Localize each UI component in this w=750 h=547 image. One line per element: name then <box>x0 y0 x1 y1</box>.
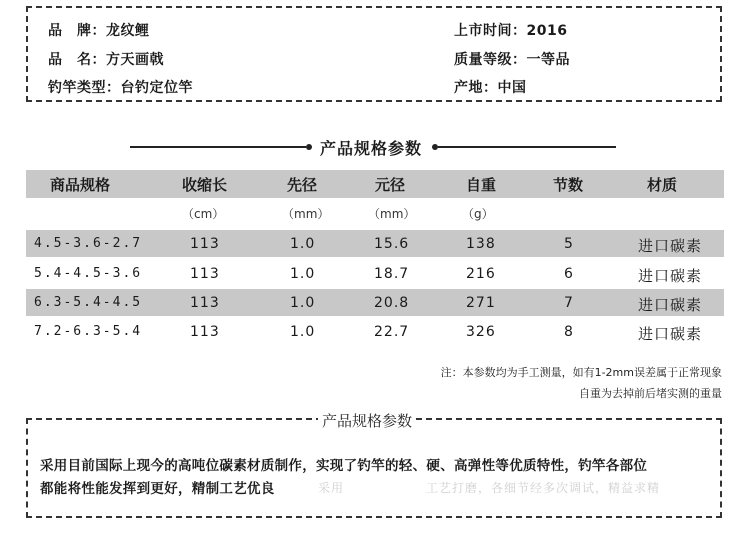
table-cell: 8 <box>564 324 574 340</box>
info-rod-type: 钓竿类型：台钓定位竿 <box>48 80 193 96</box>
info-brand: 品 牌：龙纹鲤 <box>48 23 150 39</box>
table-cell: 113 <box>190 295 220 311</box>
description-faded-text: 采用 <box>318 481 345 495</box>
table-cell: 7.2-6.3-5.4 <box>34 324 143 339</box>
unit-weight: （g） <box>462 207 494 221</box>
table-cell: 18.7 <box>374 266 410 282</box>
table-cell: 5.4-4.5-3.6 <box>34 266 143 281</box>
th-spec: 商品规格 <box>50 176 111 194</box>
table-cell: 20.8 <box>374 295 410 311</box>
table-cell: 113 <box>190 266 220 282</box>
table-cell: 进口碳素 <box>638 296 703 314</box>
table-cell: 进口碳素 <box>638 267 703 285</box>
spec-section-title <box>0 134 750 160</box>
weight-note: 自重为去掉前后堵实测的重量 <box>579 387 722 400</box>
table-cell: 1.0 <box>290 324 316 340</box>
th-length: 收缩长 <box>182 176 228 194</box>
table-cell: 138 <box>466 236 496 252</box>
table-cell: 271 <box>466 295 496 311</box>
table-cell: 1.0 <box>290 266 316 282</box>
table-cell: 216 <box>466 266 496 282</box>
table-cell: 5 <box>564 236 574 252</box>
info-grade: 质量等级：一等品 <box>454 52 570 68</box>
th-material: 材质 <box>647 176 678 194</box>
table-cell: 113 <box>190 324 220 340</box>
table-cell: 进口碳素 <box>638 237 703 255</box>
th-butt: 元径 <box>375 176 406 194</box>
table-cell: 1.0 <box>290 295 316 311</box>
table-cell: 4.5-3.6-2.7 <box>34 236 143 251</box>
description-line-2: 都能将性能发挥到更好，精制工艺优良 <box>40 481 275 497</box>
description-title: 产品规格参数 <box>318 410 416 431</box>
unit-length: （cm） <box>182 207 225 221</box>
title-divider-left <box>130 146 306 148</box>
table-cell: 113 <box>190 236 220 252</box>
th-weight: 自重 <box>466 176 497 194</box>
info-release: 上市时间：2016 <box>454 23 568 39</box>
description-line-1: 采用目前国际上现今的高吨位碳素材质制作，实现了钓竿的轻、硬、高弹性等优质特性，钓竿各部位 <box>40 458 648 474</box>
table-cell: 7 <box>564 295 574 311</box>
table-cell: 326 <box>466 324 496 340</box>
info-origin: 产地：中国 <box>454 80 527 96</box>
description-faded-text: 工艺打磨，各细节经多次调试，精益求精 <box>426 481 661 495</box>
th-tip: 先径 <box>287 176 318 194</box>
spec-title-text: 产品规格参数 <box>320 139 423 158</box>
title-dot-left <box>306 144 312 150</box>
th-sections: 节数 <box>553 176 584 194</box>
table-cell: 6.3-5.4-4.5 <box>34 295 143 310</box>
unit-butt: （mm） <box>368 207 416 221</box>
info-name: 品 名：方天画戟 <box>48 52 164 68</box>
title-divider-right <box>438 146 616 148</box>
table-cell: 6 <box>564 266 574 282</box>
table-cell: 22.7 <box>374 324 410 340</box>
table-cell: 进口碳素 <box>638 325 703 343</box>
unit-tip: （mm） <box>282 207 330 221</box>
table-cell: 15.6 <box>374 236 410 252</box>
measurement-note: 注：本参数均为手工测量，如有1-2mm误差属于正常现象 <box>440 366 722 379</box>
table-cell: 1.0 <box>290 236 316 252</box>
